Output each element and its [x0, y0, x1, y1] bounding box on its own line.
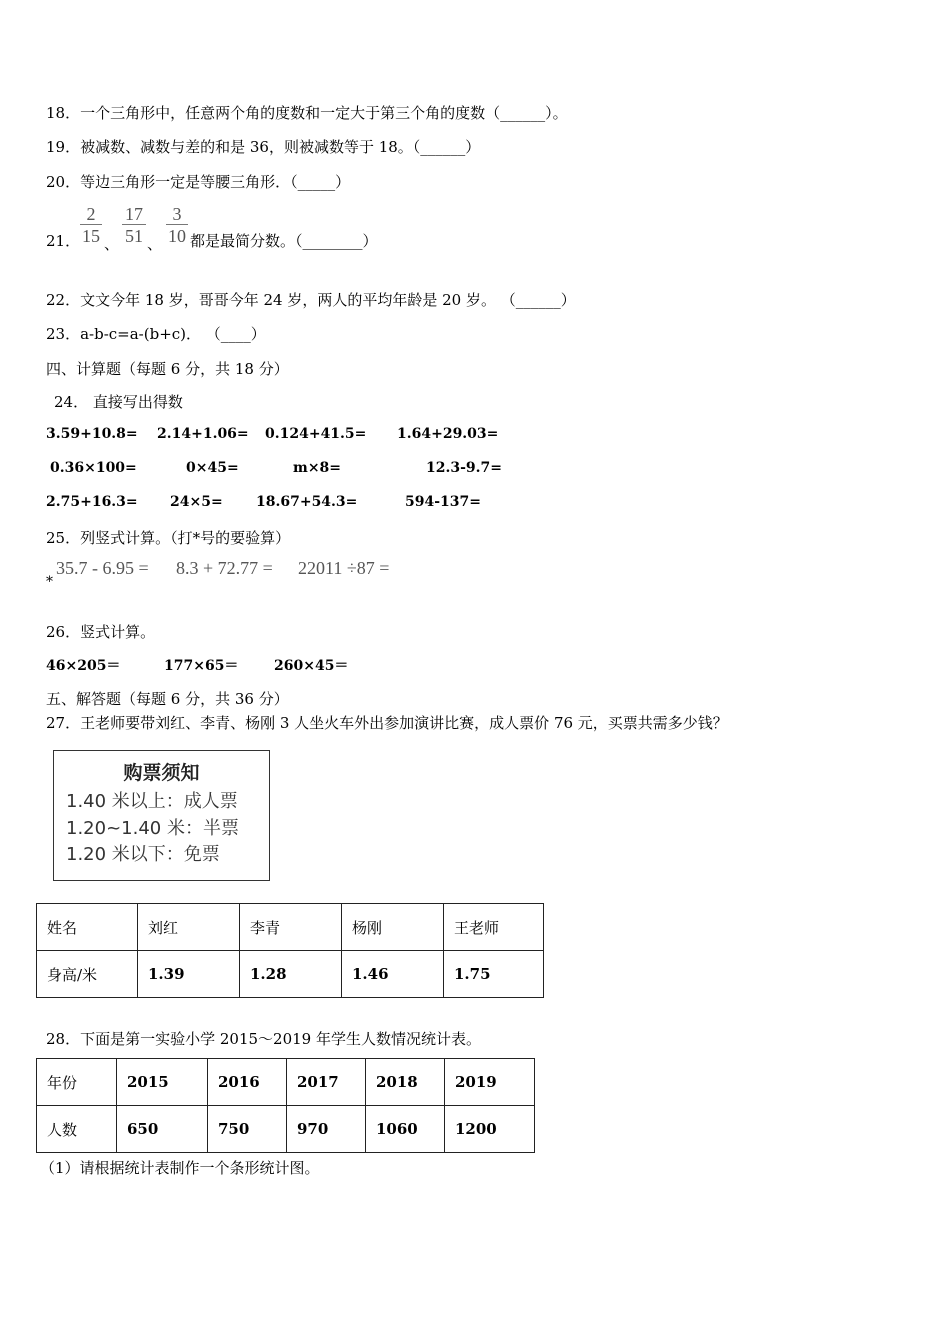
table-cell: 1060 — [366, 1106, 445, 1153]
calc-item: 2.14+1.06= — [157, 426, 249, 442]
verify-star-mark: * — [46, 574, 53, 590]
calc-item: 0×45= — [186, 460, 239, 476]
table-cell: 人数 — [37, 1106, 117, 1153]
notice-rule: 1.40 米以上：成人票 — [66, 791, 238, 812]
fraction-1-denominator: 15 — [82, 226, 100, 246]
question-26-title: 26．竖式计算。 — [46, 623, 156, 641]
calc-item: 2.75+16.3= — [46, 494, 138, 510]
height-table — [36, 903, 544, 998]
table-cell: 650 — [117, 1106, 208, 1153]
question-22: 22．文文今年 18 岁，哥哥今年 24 岁，两人的平均年龄是 20 岁。 （______） — [46, 291, 576, 309]
vertical-expr: 8.3 + 72.77 = — [176, 558, 273, 578]
fraction-1-numerator: 2 — [80, 204, 102, 225]
fraction-separator: 、 — [147, 235, 163, 253]
table-cell: 杨刚 — [342, 904, 444, 951]
fraction-2-denominator: 51 — [125, 226, 143, 246]
fraction-1 — [80, 204, 102, 247]
question-21-suffix: 都是最简分数。（________） — [190, 232, 378, 250]
table-cell: 1.75 — [444, 951, 544, 998]
table-cell: 刘红 — [138, 904, 240, 951]
table-cell: 年份 — [37, 1059, 117, 1106]
table-cell: 李青 — [240, 904, 342, 951]
ticket-notice-box — [53, 750, 270, 881]
table-cell: 2015 — [117, 1059, 208, 1106]
section-5-heading: 五、解答题（每题 6 分，共 36 分） — [46, 690, 289, 708]
question-20: 20．等边三角形一定是等腰三角形．（_____） — [46, 173, 351, 191]
notice-rule: 1.20~1.40 米：半票 — [66, 818, 239, 839]
question-19: 19．被减数、减数与差的和是 36，则被减数等于 18。（______） — [46, 138, 481, 156]
table-cell: 2016 — [208, 1059, 287, 1106]
table-cell: 970 — [287, 1106, 366, 1153]
table-cell: 1.46 — [342, 951, 444, 998]
question-27: 27．王老师要带刘红、李青、杨刚 3 人坐火车外出参加演讲比赛，成人票价 76 元，买票共需多少钱？ — [46, 714, 728, 732]
calc-item: 12.3-9.7= — [426, 460, 502, 476]
fraction-2-numerator: 17 — [122, 204, 146, 225]
vertical-expr: 35.7 - 6.95 = — [56, 558, 149, 578]
calc-item: 24×5= — [170, 494, 223, 510]
question-18: 18．一个三角形中，任意两个角的度数和一定大于第三个角的度数（______）。 — [46, 104, 568, 122]
fraction-3-numerator: 3 — [166, 204, 188, 225]
fraction-separator: 、 — [104, 235, 120, 253]
calc-item: 0.124+41.5= — [265, 426, 367, 442]
calc-item: m×8= — [293, 460, 342, 476]
question-23: 23．a-b-c=a-(b+c)． （____） — [46, 325, 266, 343]
table-cell: 王老师 — [444, 904, 544, 951]
section-4-heading: 四、计算题（每题 6 分，共 18 分） — [46, 360, 289, 378]
fraction-3-denominator: 10 — [168, 226, 186, 246]
table-cell: 2017 — [287, 1059, 366, 1106]
calc-item: 177×65＝ — [164, 658, 239, 674]
calc-item: 46×205＝ — [46, 658, 121, 674]
calc-item: 18.67+54.3= — [256, 494, 358, 510]
table-cell: 身高/米 — [37, 951, 138, 998]
calc-item: 260×45＝ — [274, 658, 349, 674]
question-28-sub-1: （1）请根据统计表制作一个条形统计图。 — [40, 1159, 320, 1177]
fraction-3 — [166, 204, 188, 247]
table-cell: 750 — [208, 1106, 287, 1153]
table-cell: 1.39 — [138, 951, 240, 998]
vertical-expr: 22011 ÷87 = — [298, 558, 390, 578]
notice-rule: 1.20 米以下：免票 — [66, 844, 220, 865]
table-cell: 姓名 — [37, 904, 138, 951]
question-28: 28．下面是第一实验小学 2015～2019 年学生人数情况统计表。 — [46, 1030, 481, 1048]
table-cell: 2018 — [366, 1059, 445, 1106]
table-cell: 1200 — [445, 1106, 535, 1153]
table-cell: 1.28 — [240, 951, 342, 998]
calc-item: 594-137= — [405, 494, 481, 510]
calc-item: 3.59+10.8= — [46, 426, 138, 442]
fraction-2 — [122, 204, 146, 247]
question-24-title: 24． 直接写出得数 — [54, 393, 183, 411]
calc-item: 0.36×100= — [50, 460, 137, 476]
question-25-title: 25．列竖式计算。（打*号的要验算） — [46, 529, 291, 547]
table-cell: 2019 — [445, 1059, 535, 1106]
notice-title: 购票须知 — [123, 762, 200, 784]
question-21-prefix: 21． — [46, 232, 81, 250]
student-count-table — [36, 1058, 535, 1153]
calc-item: 1.64+29.03= — [397, 426, 499, 442]
